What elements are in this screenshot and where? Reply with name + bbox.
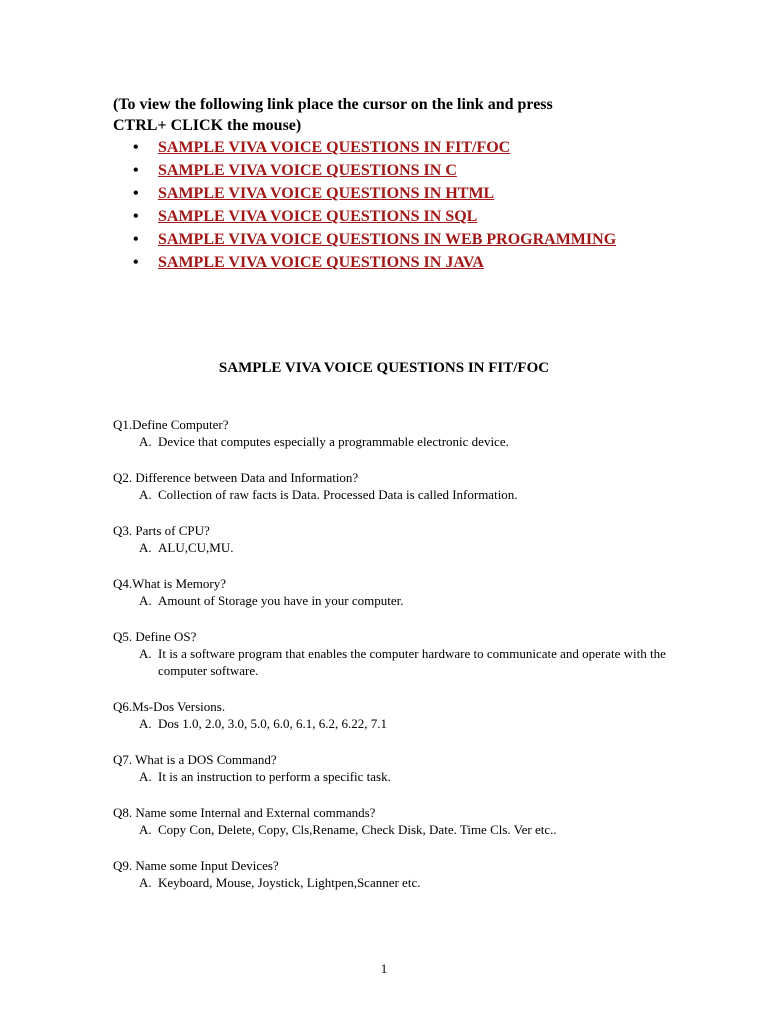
- question: Q6.Ms-Dos Versions.: [113, 699, 226, 714]
- answer-marker: A.: [139, 716, 152, 731]
- answer: [113, 486, 673, 503]
- link-list-item: [113, 229, 633, 250]
- answer-marker: A.: [139, 540, 152, 555]
- answer-text: Device that computes especially a programmable electronic device.: [158, 434, 509, 449]
- answer-text: It is an instruction to perform a specific task.: [158, 769, 391, 784]
- link-list-item: [113, 160, 633, 181]
- intro-line-1: (To view the following link place the cursor on the link and press: [113, 96, 553, 113]
- question: Q7. What is a DOS Command?: [113, 752, 277, 767]
- intro-instructions: [113, 94, 633, 136]
- answer-marker: A.: [139, 769, 152, 784]
- qa-item-4: [113, 575, 673, 609]
- answer-marker: A.: [139, 487, 152, 502]
- answer: [113, 592, 673, 609]
- qa-item-9: [113, 857, 673, 891]
- link-list-item: [113, 206, 633, 227]
- bullet-icon: •: [133, 139, 139, 156]
- bullet-icon: •: [133, 162, 139, 179]
- answer-text: Copy Con, Delete, Copy, Cls,Rename, Check Disk, Date. Time Cls. Ver etc..: [158, 822, 557, 837]
- answer: [113, 433, 673, 450]
- answer-text: Amount of Storage you have in your computer.: [158, 593, 404, 608]
- answer: [113, 768, 673, 785]
- answer-marker: A.: [139, 875, 152, 890]
- link-list-item: [113, 252, 633, 273]
- link-sql[interactable]: SAMPLE VIVA VOICE QUESTIONS IN SQL: [158, 208, 478, 225]
- bullet-icon: •: [133, 254, 139, 271]
- answer-marker: A.: [139, 822, 152, 837]
- qa-item-8: [113, 804, 673, 838]
- qa-item-6: [113, 698, 673, 732]
- intro-line-2: CTRL+ CLICK the mouse): [113, 117, 302, 134]
- answer-marker: A.: [139, 593, 152, 608]
- answer-text: Keyboard, Mouse, Joystick, Lightpen,Scanner etc.: [158, 875, 421, 890]
- answer: [113, 539, 673, 556]
- answer-text: ALU,CU,MU.: [158, 540, 234, 555]
- answer-text: Dos 1.0, 2.0, 3.0, 5.0, 6.0, 6.1, 6.2, 6.22, 7.1: [158, 716, 387, 731]
- answer-marker: A.: [139, 646, 152, 661]
- link-fit-foc[interactable]: SAMPLE VIVA VOICE QUESTIONS IN FIT/FOC: [158, 139, 511, 156]
- answer-marker: A.: [139, 434, 152, 449]
- link-java[interactable]: SAMPLE VIVA VOICE QUESTIONS IN JAVA: [158, 254, 484, 271]
- answer: [113, 821, 673, 838]
- question: Q3. Parts of CPU?: [113, 523, 210, 538]
- question: Q4.What is Memory?: [113, 576, 227, 591]
- answer-text: It is a software program that enables the computer hardware to communicate and operate with the computer software.: [158, 646, 666, 678]
- answer: [113, 874, 673, 891]
- question: Q5. Define OS?: [113, 629, 197, 644]
- question: Q9. Name some Input Devices?: [113, 858, 279, 873]
- qa-item-5: [113, 628, 673, 679]
- link-list: [113, 137, 633, 275]
- answer-text: Collection of raw facts is Data. Processed Data is called Information.: [158, 487, 518, 502]
- bullet-icon: •: [133, 185, 139, 202]
- qa-item-2: [113, 469, 673, 503]
- qa-item-1: [113, 416, 673, 450]
- link-html[interactable]: SAMPLE VIVA VOICE QUESTIONS IN HTML: [158, 185, 495, 202]
- bullet-icon: •: [133, 231, 139, 248]
- question: Q8. Name some Internal and External commands?: [113, 805, 376, 820]
- section-title: SAMPLE VIVA VOICE QUESTIONS IN FIT/FOC: [218, 360, 550, 376]
- qa-item-7: [113, 751, 673, 785]
- bullet-icon: •: [133, 208, 139, 225]
- link-web-programming[interactable]: SAMPLE VIVA VOICE QUESTIONS IN WEB PROGRAMMING: [158, 231, 617, 248]
- link-list-item: [113, 137, 633, 158]
- qa-item-3: [113, 522, 673, 556]
- question: Q2. Difference between Data and Information?: [113, 470, 359, 485]
- qa-list: [113, 416, 673, 910]
- question: Q1.Define Computer?: [113, 417, 229, 432]
- link-list-item: [113, 183, 633, 204]
- page-number: 1: [380, 961, 388, 976]
- answer: [113, 715, 673, 732]
- answer: [113, 645, 673, 679]
- link-c[interactable]: SAMPLE VIVA VOICE QUESTIONS IN C: [158, 162, 457, 179]
